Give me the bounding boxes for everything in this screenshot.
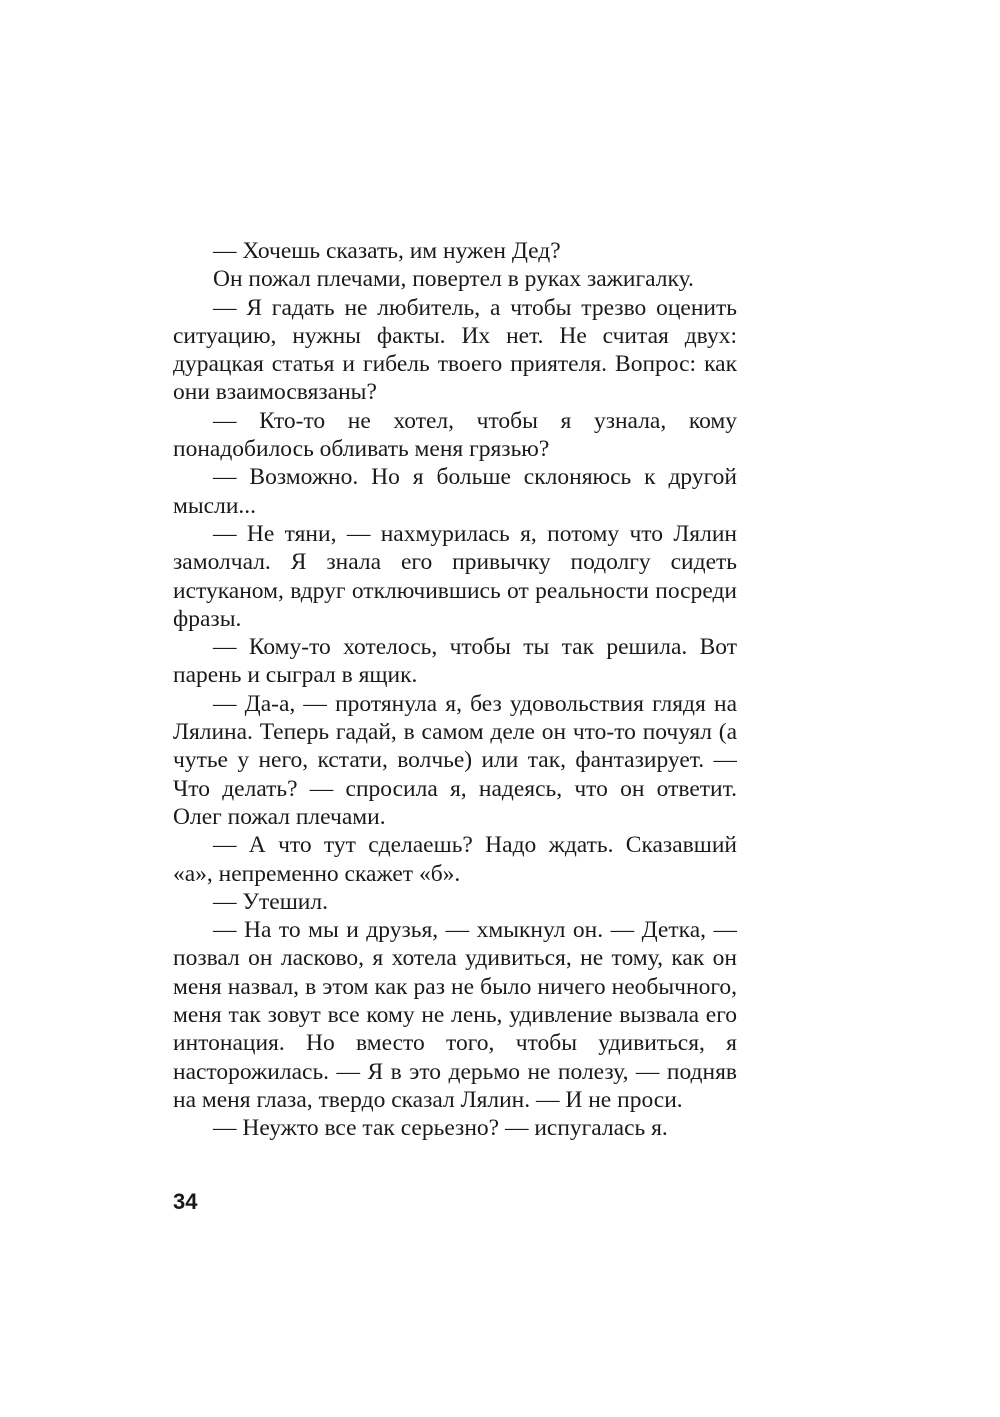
- paragraph: — Да-а, — протянула я, без удовольствия глядя на Лялина. Теперь гадай, в самом деле он что-то почуял (а чутье у него, кстати, волчье) или так, фантазирует. — Что делать? — спросила я, надеясь, что он ответит. Олег пожал плечами.: [173, 690, 737, 830]
- paragraph: — Кто-то не хотел, чтобы я узнала, кому понадобилось обливать меня грязью?: [173, 407, 737, 463]
- paragraph: — На то мы и друзья, — хмыкнул он. — Детка, — позвал он ласково, я хотела удивиться, не тому, как он меня назвал, в этом как раз не было ничего необычного, меня так зовут все кому не лень, удивление вызвала его интонация. Но вместо того, чтобы удивиться, я насторожилась. — Я в это дерьмо не полезу, — подняв на меня глаза, твердо сказал Лялин. — И не проси.: [173, 917, 737, 1113]
- paragraph: — Кому-то хотелось, чтобы ты так решила. Вот парень и сыграл в ящик.: [173, 634, 737, 689]
- body-text: [173, 237, 737, 1143]
- paragraph: — Возможно. Но я больше склоняюсь к другой мысли...: [173, 464, 737, 519]
- paragraph: — Хочешь сказать, им нужен Дед?: [213, 238, 561, 264]
- paragraph: — Не тяни, — нахмурилась я, потому что Лялин замолчал. Я знала его привычку подолгу сидеть истуканом, вдруг отключившись от реальности посреди фразы.: [173, 520, 737, 632]
- paragraph: — А что тут сделаешь? Надо ждать. Сказавший «а», непременно скажет «б».: [173, 832, 737, 887]
- paragraph: Он пожал плечами, повертел в руках зажигалку.: [213, 266, 694, 293]
- page-number: 34: [173, 1189, 198, 1214]
- paragraph: — Утешил.: [213, 888, 328, 915]
- paragraph: — Неужто все так серьезно? — испугалась я.: [213, 1115, 668, 1142]
- paragraph: — Я гадать не любитель, а чтобы трезво оценить ситуацию, нужны факты. Их нет. Не считая двух: дурацкая статья и гибель твоего приятеля. Вопрос: как они взаимосвязаны?: [173, 294, 737, 406]
